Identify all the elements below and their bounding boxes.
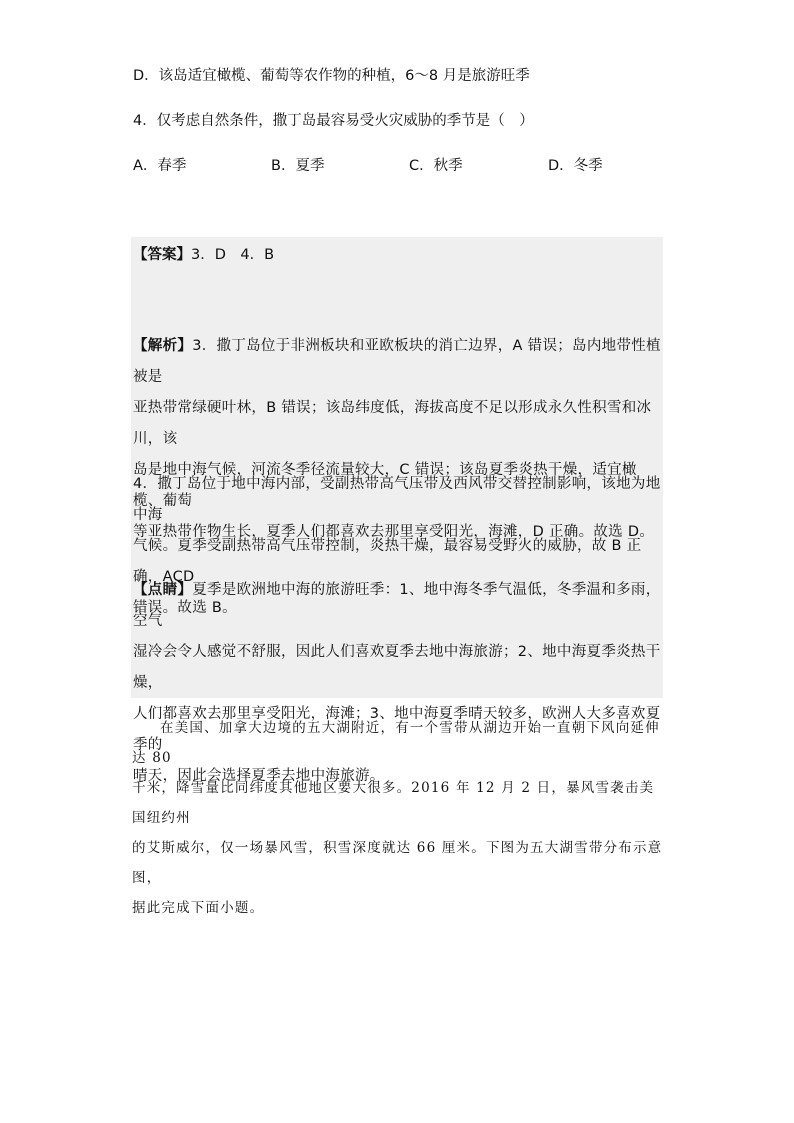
q4-option-c: C．秋季 bbox=[409, 158, 463, 174]
analysis-q4-line: 错误。故选 B。 bbox=[133, 600, 237, 616]
material-line: 千米，降雪量比同纬度其他地区要大很多。2016 年 12 月 2 日，暴风雪袭击美国纽约州 bbox=[132, 780, 655, 826]
material-line: 据此完成下面小题。 bbox=[132, 900, 265, 916]
answer-text: 3．D 4．B bbox=[191, 247, 275, 263]
comment-line: 人们都喜欢去那里享受阳光，海滩；3、地中海夏季晴天较多，欧洲人大多喜欢夏季的 bbox=[133, 706, 661, 753]
q4-option-a: A．春季 bbox=[133, 158, 187, 174]
answer-line bbox=[133, 245, 274, 265]
comment-line: 湿冷会令人感觉不舒服，因此人们喜欢夏季去地中海旅游；2、地中海夏季炎热干燥， bbox=[133, 644, 661, 691]
answer-label: 【答案】 bbox=[133, 247, 191, 263]
analysis-line: 等亚热带作物生长，夏季人们都喜欢去那里享受阳光，海滩，D 正确。故选 D。 bbox=[133, 524, 655, 540]
analysis-q4-line: 气候。夏季受副热带高气压带控制，炎热干燥，最容易受野火的威胁，故 B 正确，ACD bbox=[133, 538, 642, 585]
material-line: 在美国、加拿大边境的五大湖附近，有一个雪带从湖边开始一直朝下风向延伸达 80 bbox=[132, 720, 660, 766]
q4-option-b: B．夏季 bbox=[271, 158, 325, 174]
analysis-line: 亚热带常绿硬叶林，B 错误；该岛纬度低，海拔高度不足以形成永久性积雪和冰川，该 bbox=[133, 400, 652, 447]
comment-line: 夏季是欧洲地中海的旅游旺季：1、地中海冬季气温低，冬季温和多雨，空气 bbox=[133, 582, 661, 629]
material-line: 的艾斯威尔，仅一场暴风雪，积雪深度就达 66 厘米。下图为五大湖雪带分布示意图， bbox=[132, 840, 663, 886]
q4-option-d: D．冬季 bbox=[548, 158, 603, 174]
next-material-paragraph bbox=[132, 713, 664, 923]
analysis-q4-line: 4．撒丁岛位于地中海内部，受副热带高气压带及西风带交替控制影响，该地为地中海 bbox=[133, 476, 661, 523]
analysis-line: 岛是地中海气候，河流冬季径流量较大，C 错误；该岛夏季炎热干燥，适宜橄榄、葡萄 bbox=[133, 462, 637, 509]
comment-label: 【点睛】 bbox=[133, 582, 193, 598]
q4-stem: 4．仅考虑自然条件，撒丁岛最容易受火灾威胁的季节是（ ） bbox=[133, 113, 534, 129]
q3-option-d: D．该岛适宜橄榄、葡萄等农作物的种植，6～8 月是旅游旺季 bbox=[133, 68, 530, 84]
comment-line: 晴天，因此会选择夏季去地中海旅游。 bbox=[133, 768, 385, 784]
analysis-label: 【解析】 bbox=[133, 338, 193, 354]
analysis-line: 3．撒丁岛位于非洲板块和亚欧板块的消亡边界，A 错误；岛内地带性植被是 bbox=[133, 338, 661, 385]
